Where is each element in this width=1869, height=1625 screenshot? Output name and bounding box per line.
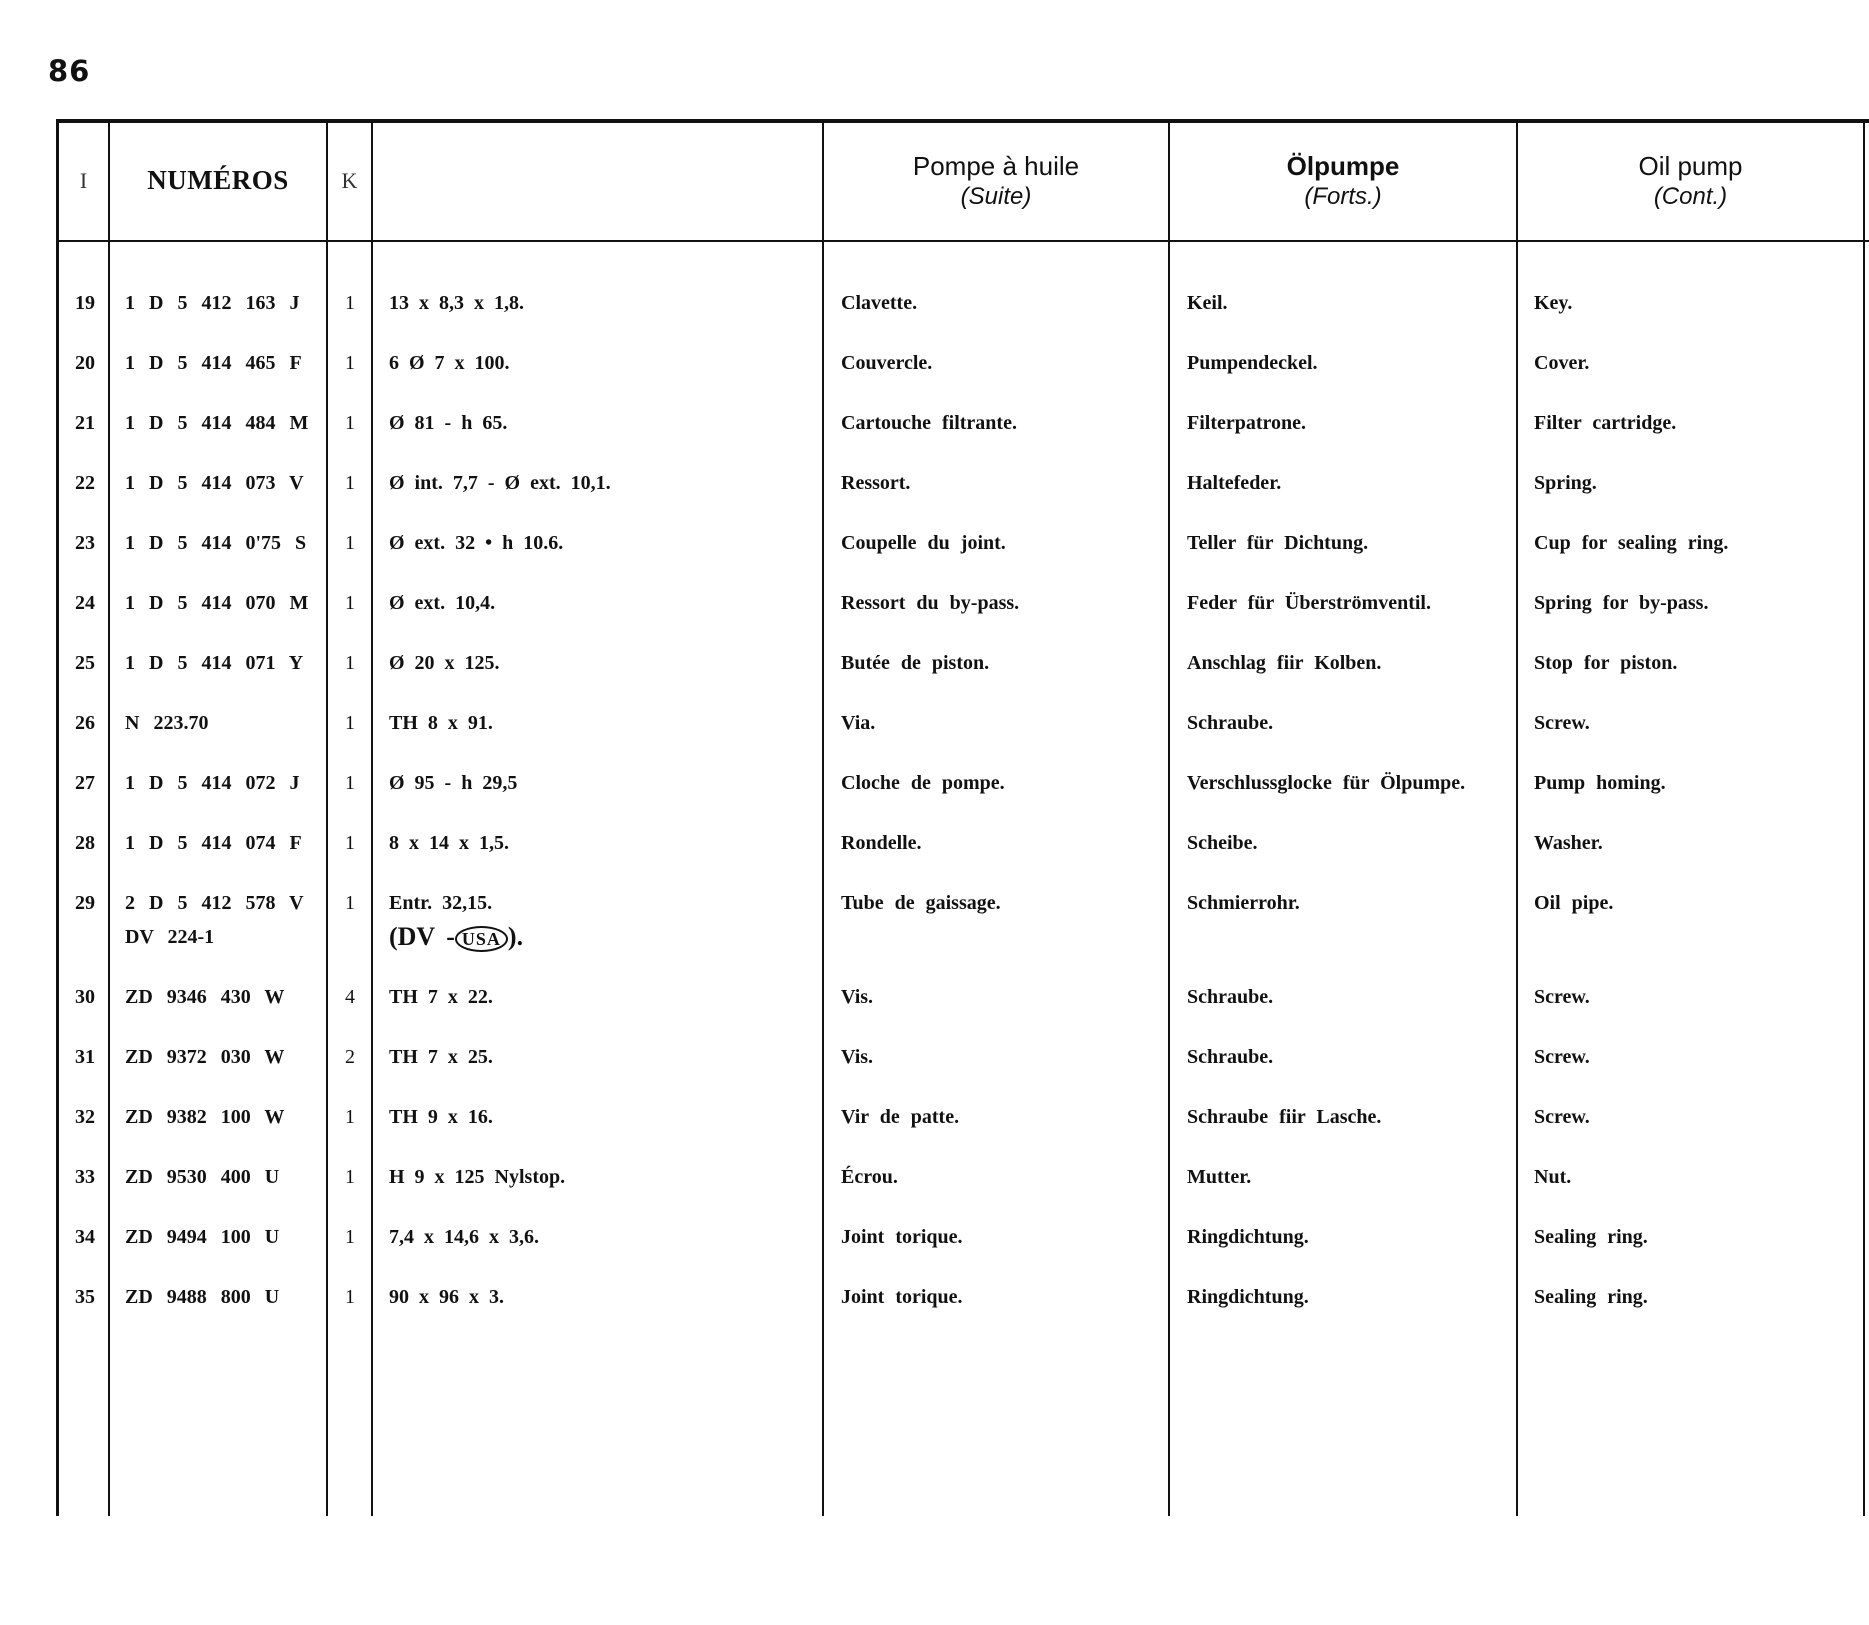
english-description: Screw.	[1534, 1106, 1590, 1128]
french-description: Rondelle.	[841, 832, 922, 854]
english-description: Nut.	[1534, 1166, 1572, 1188]
dimensions: Entr. 32,15.	[389, 892, 493, 914]
english-description: Sealing ring.	[1534, 1226, 1648, 1248]
german-description: Ringdichtung.	[1187, 1286, 1309, 1308]
quantity: 2	[345, 1046, 355, 1068]
french-description: Butée de piston.	[841, 652, 990, 674]
english-description: Spring for by-pass.	[1534, 592, 1709, 614]
french-description: Ressort du by-pass.	[841, 592, 1020, 614]
german-description: Keil.	[1187, 292, 1228, 314]
german-description: Haltefeder.	[1187, 472, 1282, 494]
part-number: ZD 9372 030 W	[125, 1046, 285, 1068]
english-description: Screw.	[1534, 1046, 1590, 1068]
dimensions: TH 7 x 22.	[389, 986, 493, 1008]
header-english-title: Oil pump	[1638, 150, 1743, 181]
german-description: Teller für Dichtung.	[1187, 532, 1369, 554]
page-number: 86	[48, 54, 91, 88]
row-index: 26	[75, 712, 95, 734]
german-description: Feder für Überströmventil.	[1187, 592, 1431, 614]
row-index: 21	[75, 412, 95, 434]
row-index: 30	[75, 986, 95, 1008]
part-number: 1 D 5 414 073 V	[125, 472, 304, 494]
english-description: Screw.	[1534, 986, 1590, 1008]
header-col-i	[59, 122, 108, 240]
header-french-subtitle: (Suite)	[960, 183, 1032, 211]
table-row	[0, 346, 1869, 402]
row-index: 25	[75, 652, 95, 674]
english-description: Sealing ring.	[1534, 1286, 1648, 1308]
row-index: 28	[75, 832, 95, 854]
header-col-numeros	[110, 122, 326, 240]
english-description: Filter cartridge.	[1534, 412, 1677, 434]
row-index: 19	[75, 292, 95, 314]
header-col-k	[328, 122, 371, 240]
part-number: 2 D 5 412 578 V	[125, 892, 304, 914]
part-number: 1 D 5 414 072 J	[125, 772, 300, 794]
table-row	[0, 1040, 1869, 1096]
quantity: 1	[345, 1166, 355, 1188]
french-description: Cartouche filtrante.	[841, 412, 1017, 434]
german-description: Schraube fiir Lasche.	[1187, 1106, 1382, 1128]
french-description: Tube de gaissage.	[841, 892, 1001, 914]
german-description: Filterpatrone.	[1187, 412, 1307, 434]
dimensions: 7,4 x 14,6 x 3,6.	[389, 1226, 539, 1248]
french-description: Vis.	[841, 986, 874, 1008]
dimensions: H 9 x 125 Nylstop.	[389, 1166, 566, 1188]
german-description: Schraube.	[1187, 986, 1274, 1008]
header-col-i-label: I	[79, 168, 88, 194]
part-number: 1 D 5 414 484 M	[125, 412, 309, 434]
header-col-french	[824, 122, 1168, 240]
row-index: 24	[75, 592, 95, 614]
row-index: 29	[75, 892, 95, 914]
table-row	[0, 406, 1869, 462]
part-number: 1 D 5 414 0'75 S	[125, 532, 307, 554]
table-row	[0, 646, 1869, 702]
header-french-title: Pompe à huile	[912, 150, 1080, 181]
part-number: 1 D 5 412 163 J	[125, 292, 300, 314]
german-description: Mutter.	[1187, 1166, 1252, 1188]
table-row	[0, 1100, 1869, 1156]
german-description: Schraube.	[1187, 1046, 1274, 1068]
quantity: 4	[345, 986, 355, 1008]
table-row	[0, 586, 1869, 642]
header-german-subtitle: (Forts.)	[1304, 183, 1382, 211]
dimensions: Ø 81 - h 65.	[389, 412, 508, 434]
english-description: Oil pipe.	[1534, 892, 1614, 914]
dimensions: Ø ext. 32 • h 10.6.	[389, 532, 564, 554]
french-description: Joint torique.	[841, 1226, 963, 1248]
french-description: Vir de patte.	[841, 1106, 960, 1128]
table-row	[0, 766, 1869, 822]
french-description: Écrou.	[841, 1166, 898, 1188]
header-english-subtitle: (Cont.)	[1653, 183, 1728, 211]
quantity: 1	[345, 1286, 355, 1308]
part-number: ZD 9382 100 W	[125, 1106, 285, 1128]
usa-stamp: USA	[455, 926, 508, 952]
header-col-k-label: K	[341, 168, 358, 194]
part-number: 1 D 5 414 074 F	[125, 832, 302, 854]
table-row	[0, 980, 1869, 1036]
dimensions: 90 x 96 x 3.	[389, 1286, 504, 1308]
dimensions: TH 8 x 91.	[389, 712, 493, 734]
dimensions: Ø 95 - h 29,5	[389, 772, 518, 794]
header-col-numeros-label: NUMÉROS	[147, 165, 289, 196]
row-index: 35	[75, 1286, 95, 1308]
quantity: 1	[345, 532, 355, 554]
french-description: Couvercle.	[841, 352, 933, 374]
table-row	[0, 1220, 1869, 1276]
english-description: Stop for piston.	[1534, 652, 1678, 674]
quantity: 1	[345, 1106, 355, 1128]
english-description: Key.	[1534, 292, 1573, 314]
table-row	[0, 706, 1869, 762]
dimensions-note-prefix: (DV -	[389, 922, 455, 951]
table-row	[0, 886, 1869, 976]
dimensions: 8 x 14 x 1,5.	[389, 832, 509, 854]
german-description: Pumpendeckel.	[1187, 352, 1318, 374]
row-index: 20	[75, 352, 95, 374]
french-description: Coupelle du joint.	[841, 532, 1006, 554]
part-number: N 223.70	[125, 712, 209, 734]
german-description: Anschlag fiir Kolben.	[1187, 652, 1382, 674]
quantity: 1	[345, 472, 355, 494]
french-description: Clavette.	[841, 292, 918, 314]
quantity: 1	[345, 412, 355, 434]
french-description: Vis.	[841, 1046, 874, 1068]
quantity: 1	[345, 832, 355, 854]
english-description: Pump homing.	[1534, 772, 1666, 794]
table-row	[0, 1160, 1869, 1216]
quantity: 1	[345, 1226, 355, 1248]
german-description: Schmierrohr.	[1187, 892, 1300, 914]
french-description: Via.	[841, 712, 876, 734]
row-index: 23	[75, 532, 95, 554]
quantity: 1	[345, 292, 355, 314]
table-row	[0, 286, 1869, 342]
table-row	[0, 1280, 1869, 1336]
german-description: Scheibe.	[1187, 832, 1258, 854]
quantity: 1	[345, 772, 355, 794]
dimensions-note	[389, 920, 523, 954]
english-description: Washer.	[1534, 832, 1603, 854]
dimensions: 13 x 8,3 x 1,8.	[389, 292, 524, 314]
german-description: Ringdichtung.	[1187, 1226, 1309, 1248]
dimensions: Ø 20 x 125.	[389, 652, 500, 674]
dimensions: 6 Ø 7 x 100.	[389, 352, 510, 374]
german-description: Verschlussglocke für Ölpumpe.	[1187, 772, 1466, 794]
part-number: 1 D 5 414 071 Y	[125, 652, 304, 674]
part-number: 1 D 5 414 465 F	[125, 352, 302, 374]
table-row	[0, 826, 1869, 882]
part-number: 1 D 5 414 070 M	[125, 592, 309, 614]
row-index: 22	[75, 472, 95, 494]
dimensions: TH 9 x 16.	[389, 1106, 493, 1128]
french-description: Cloche de pompe.	[841, 772, 1005, 794]
header-col-german	[1170, 122, 1516, 240]
german-description: Schraube.	[1187, 712, 1274, 734]
part-number-alt: DV 224-1	[125, 926, 215, 948]
dimensions: Ø int. 7,7 - Ø ext. 10,1.	[389, 472, 611, 494]
row-index: 27	[75, 772, 95, 794]
row-index: 34	[75, 1226, 95, 1248]
french-description: Ressort.	[841, 472, 911, 494]
row-index: 31	[75, 1046, 95, 1068]
header-german-title: Ölpumpe	[1286, 150, 1400, 181]
part-number: ZD 9494 100 U	[125, 1226, 280, 1248]
header-col-english	[1518, 122, 1863, 240]
english-description: Spring.	[1534, 472, 1597, 494]
row-index: 32	[75, 1106, 95, 1128]
dimensions: TH 7 x 25.	[389, 1046, 493, 1068]
quantity: 1	[345, 712, 355, 734]
quantity: 1	[345, 652, 355, 674]
part-number: ZD 9346 430 W	[125, 986, 285, 1008]
french-description: Joint torique.	[841, 1286, 963, 1308]
english-description: Screw.	[1534, 712, 1590, 734]
english-description: Cover.	[1534, 352, 1590, 374]
quantity: 1	[345, 352, 355, 374]
part-number: ZD 9488 800 U	[125, 1286, 280, 1308]
table-row	[0, 466, 1869, 522]
quantity: 1	[345, 592, 355, 614]
part-number: ZD 9530 400 U	[125, 1166, 280, 1188]
dimensions-note-suffix: ).	[507, 922, 524, 951]
quantity: 1	[345, 892, 355, 914]
table-row	[0, 526, 1869, 582]
dimensions: Ø ext. 10,4.	[389, 592, 496, 614]
row-index: 33	[75, 1166, 95, 1188]
english-description: Cup for sealing ring.	[1534, 532, 1729, 554]
